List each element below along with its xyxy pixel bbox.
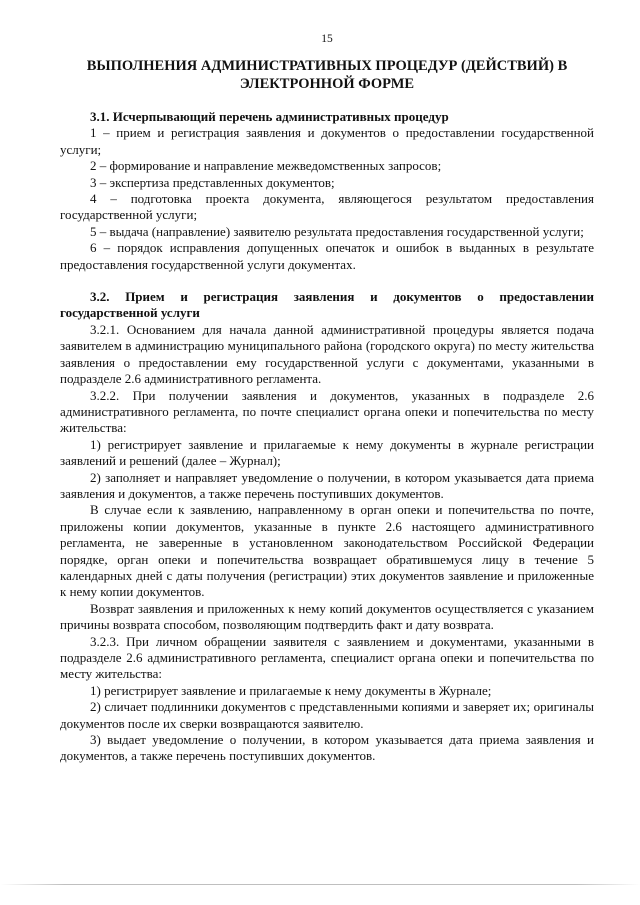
page-number: 15	[321, 33, 333, 45]
spacer	[60, 93, 594, 109]
scan-edge-line	[0, 884, 640, 885]
section-heading: 3.2. Прием и регистрация заявления и документов о предоставлении государственной услуги	[60, 289, 594, 321]
paragraph: 1) регистрирует заявление и прилагаемые к нему документы в журнале регистрации заявлений и решений (далее – Журнал);	[60, 436, 594, 469]
paragraph: Возврат заявления и приложенных к нему копий документов осуществляется с указанием причины возврата способом, позволяющим подтвердить факт и дату возврата.	[60, 600, 594, 633]
paragraph: 2) сличает подлинники документов с представленными копиями и заверяет их; оригиналы документов после их сверки возвращаются заявителю.	[60, 699, 594, 731]
paragraph: 3) выдает уведомление о получении, в котором указывается дата приема заявления и документов, а также перечень поступивших документов.	[60, 732, 594, 764]
title-line-2: ЭЛЕКТРОННОЙ ФОРМЕ	[239, 75, 415, 92]
list-item: 1 – прием и регистрация заявления и документов о предоставлении государственной услуги;	[60, 125, 594, 157]
list-item: 5 – выдача (направление) заявителю результата предоставления государственной услуги;	[90, 223, 584, 239]
section-3-1	[60, 109, 594, 273]
spacer	[60, 273, 594, 289]
list-item: 2 – формирование и направление межведомственных запросов;	[90, 158, 442, 174]
section-3-2	[60, 289, 594, 765]
paragraph: 2) заполняет и направляет уведомление о получении, в котором указывается дата приема заявления и документов, а также перечень поступивших документов.	[60, 469, 594, 501]
paragraph: 1) регистрирует заявление и прилагаемые к нему документы в Журнале;	[90, 682, 492, 698]
document-page	[60, 0, 594, 765]
paragraph: 3.2.1. Основанием для начала данной административной процедуры является подача заявителем в администрацию муниципального района (городского округа) по месту жительства заявления о предоставлении ему государственной услуги с документами, указанными в подразделе 2.6 административного регламента.	[60, 321, 594, 387]
paragraph: 3.2.2. При получении заявления и документов, указанных в подразделе 2.6 административного регламента, по почте специалист органа опеки и попечительства по месту жительства:	[60, 387, 594, 436]
section-heading: 3.1. Исчерпывающий перечень административных процедур	[90, 109, 449, 124]
title-line-1: ВЫПОЛНЕНИЯ АДМИНИСТРАТИВНЫХ ПРОЦЕДУР (ДЕЙСТВИЙ) В	[86, 58, 568, 74]
paragraph: 3.2.3. При личном обращении заявителя с заявлением и документами, указанными в подразделе 2.6 административного регламента, специалист органа опеки и попечительства по месту жительства:	[60, 633, 594, 682]
list-item: 3 – экспертиза представленных документов;	[90, 174, 335, 190]
paragraph: В случае если к заявлению, направленному в орган опеки и попечительства по почте, приложены копии документов, указанные в пункте 2.6 настоящего административного регламента, не заверенные в установленном законодательством Российской Федерации порядке, орган опеки и попечительства возвращает обратившемуся лицу в течение 5 календарных дней с даты получения (регистрации) этих документов заявление и приложенные к нему копии документов.	[60, 502, 594, 600]
list-item: 4 – подготовка проекта документа, являющегося результатом предоставления государственной услуги;	[60, 191, 594, 223]
list-item: 6 – порядок исправления допущенных опечаток и ошибок в выданных в результате предоставления государственной услуги документах.	[60, 240, 594, 272]
document-title	[60, 58, 594, 93]
